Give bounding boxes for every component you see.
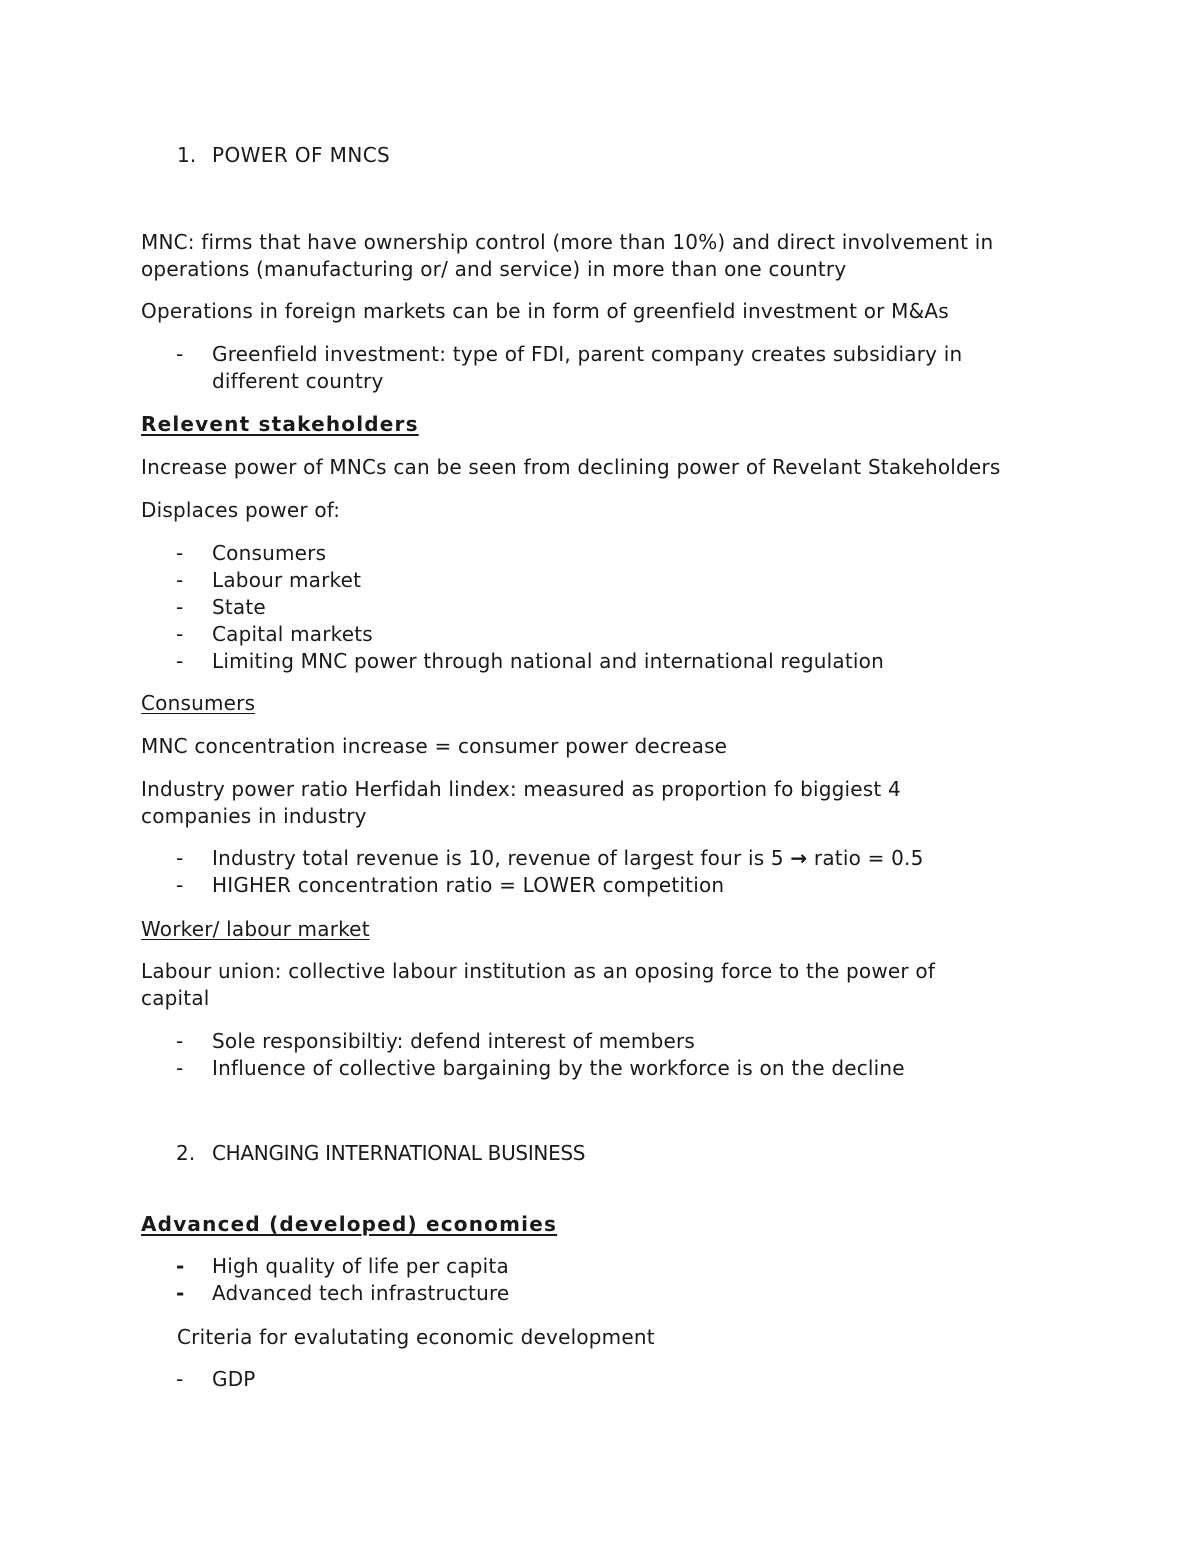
bullet-dash: - (176, 649, 184, 673)
list-item (0, 648, 1070, 675)
bullet-dash: - (176, 342, 184, 366)
list-item-text: High quality of life per capita (212, 1254, 509, 1278)
list-item (0, 540, 1070, 567)
bullet-dash: - (176, 1367, 184, 1391)
stakeholders-heading: Relevent stakeholders (141, 412, 419, 436)
ratio-item-before: Industry total revenue is 10, revenue of largest four is 5 (212, 846, 784, 870)
section-1-number: 1. (177, 143, 197, 167)
consumers-heading: Consumers (141, 691, 256, 715)
list-item (0, 845, 1070, 872)
list-item (0, 567, 1070, 594)
list-item-text: Influence of collective bargaining by the workforce is on the decline (212, 1056, 905, 1080)
list-item (0, 1028, 1070, 1055)
list-item (0, 872, 1070, 899)
greenfield-line-1: Greenfield investment: type of FDI, parent company creates subsidiary in (212, 342, 963, 366)
bullet-dash: - (176, 595, 184, 619)
list-item-text: Consumers (212, 541, 327, 565)
list-item-text: Capital markets (212, 622, 373, 646)
list-item (0, 1055, 1070, 1082)
list-item (0, 1366, 1070, 1393)
displaces-list (0, 540, 1070, 675)
section-2-number: 2. (176, 1141, 196, 1165)
list-item-text: Advanced tech infrastructure (212, 1281, 510, 1305)
union-list (0, 1028, 1070, 1082)
section-2-title: CHANGING INTERNATIONAL BUSINESS (212, 1141, 586, 1165)
displaces-paragraph: Displaces power of: (141, 498, 341, 522)
worker-heading: Worker/ labour market (141, 917, 370, 941)
mnc-definition-line-2: operations (manufacturing or/ and service) in more than one country (141, 257, 847, 281)
advanced-heading: Advanced (developed) economies (141, 1212, 558, 1236)
criteria-paragraph: Criteria for evalutating economic development (177, 1325, 655, 1349)
list-item-text: Sole responsibiltiy: defend interest of members (212, 1029, 696, 1053)
criteria-list (0, 1366, 1070, 1393)
list-item (0, 1253, 1070, 1280)
labour-union-line-2: capital (141, 986, 210, 1010)
list-item (0, 621, 1070, 648)
greenfield-line-2: different country (212, 369, 384, 393)
list-item-text: HIGHER concentration ratio = LOWER competition (212, 873, 725, 897)
bullet-dash: - (176, 541, 184, 565)
list-item (0, 341, 1070, 368)
list-item (0, 368, 1070, 395)
list-item-text: State (212, 595, 266, 619)
industry-ratio-line-1: Industry power ratio Herfidah lindex: measured as proportion fo biggiest 4 (141, 777, 901, 801)
labour-union-line-1: Labour union: collective labour institution as an oposing force to the power of (141, 959, 936, 983)
operations-paragraph: Operations in foreign markets can be in form of greenfield investment or M&As (141, 299, 949, 323)
list-item (0, 1280, 1070, 1307)
industry-ratio-line-2: companies in industry (141, 804, 367, 828)
list-item-text (212, 845, 924, 872)
list-item-text: Limiting MNC power through national and international regulation (212, 649, 884, 673)
increase-power-paragraph: Increase power of MNCs can be seen from declining power of Revelant Stakeholders (141, 455, 1001, 479)
advanced-list (0, 1253, 1070, 1307)
bullet-dash: - (176, 1254, 185, 1278)
bullet-dash: - (176, 1281, 185, 1305)
mnc-definition-line-1: MNC: firms that have ownership control (more than 10%) and direct involvement in (141, 230, 994, 254)
ratio-list (0, 845, 1070, 899)
list-item-text: Labour market (212, 568, 362, 592)
ratio-item-after: ratio = 0.5 (813, 846, 924, 870)
bullet-dash: - (176, 873, 184, 897)
section-1-title: POWER OF MNCS (212, 143, 391, 167)
bullet-dash: - (176, 568, 184, 592)
greenfield-list (0, 341, 1070, 395)
bullet-dash: - (176, 846, 184, 870)
bullet-dash: - (176, 1056, 184, 1080)
mnc-concentration-paragraph: MNC concentration increase = consumer power decrease (141, 734, 728, 758)
list-item-text: GDP (212, 1367, 256, 1391)
right-arrow-icon: → (790, 846, 808, 870)
list-item (0, 594, 1070, 621)
bullet-dash: - (176, 622, 184, 646)
bullet-dash: - (176, 1029, 184, 1053)
